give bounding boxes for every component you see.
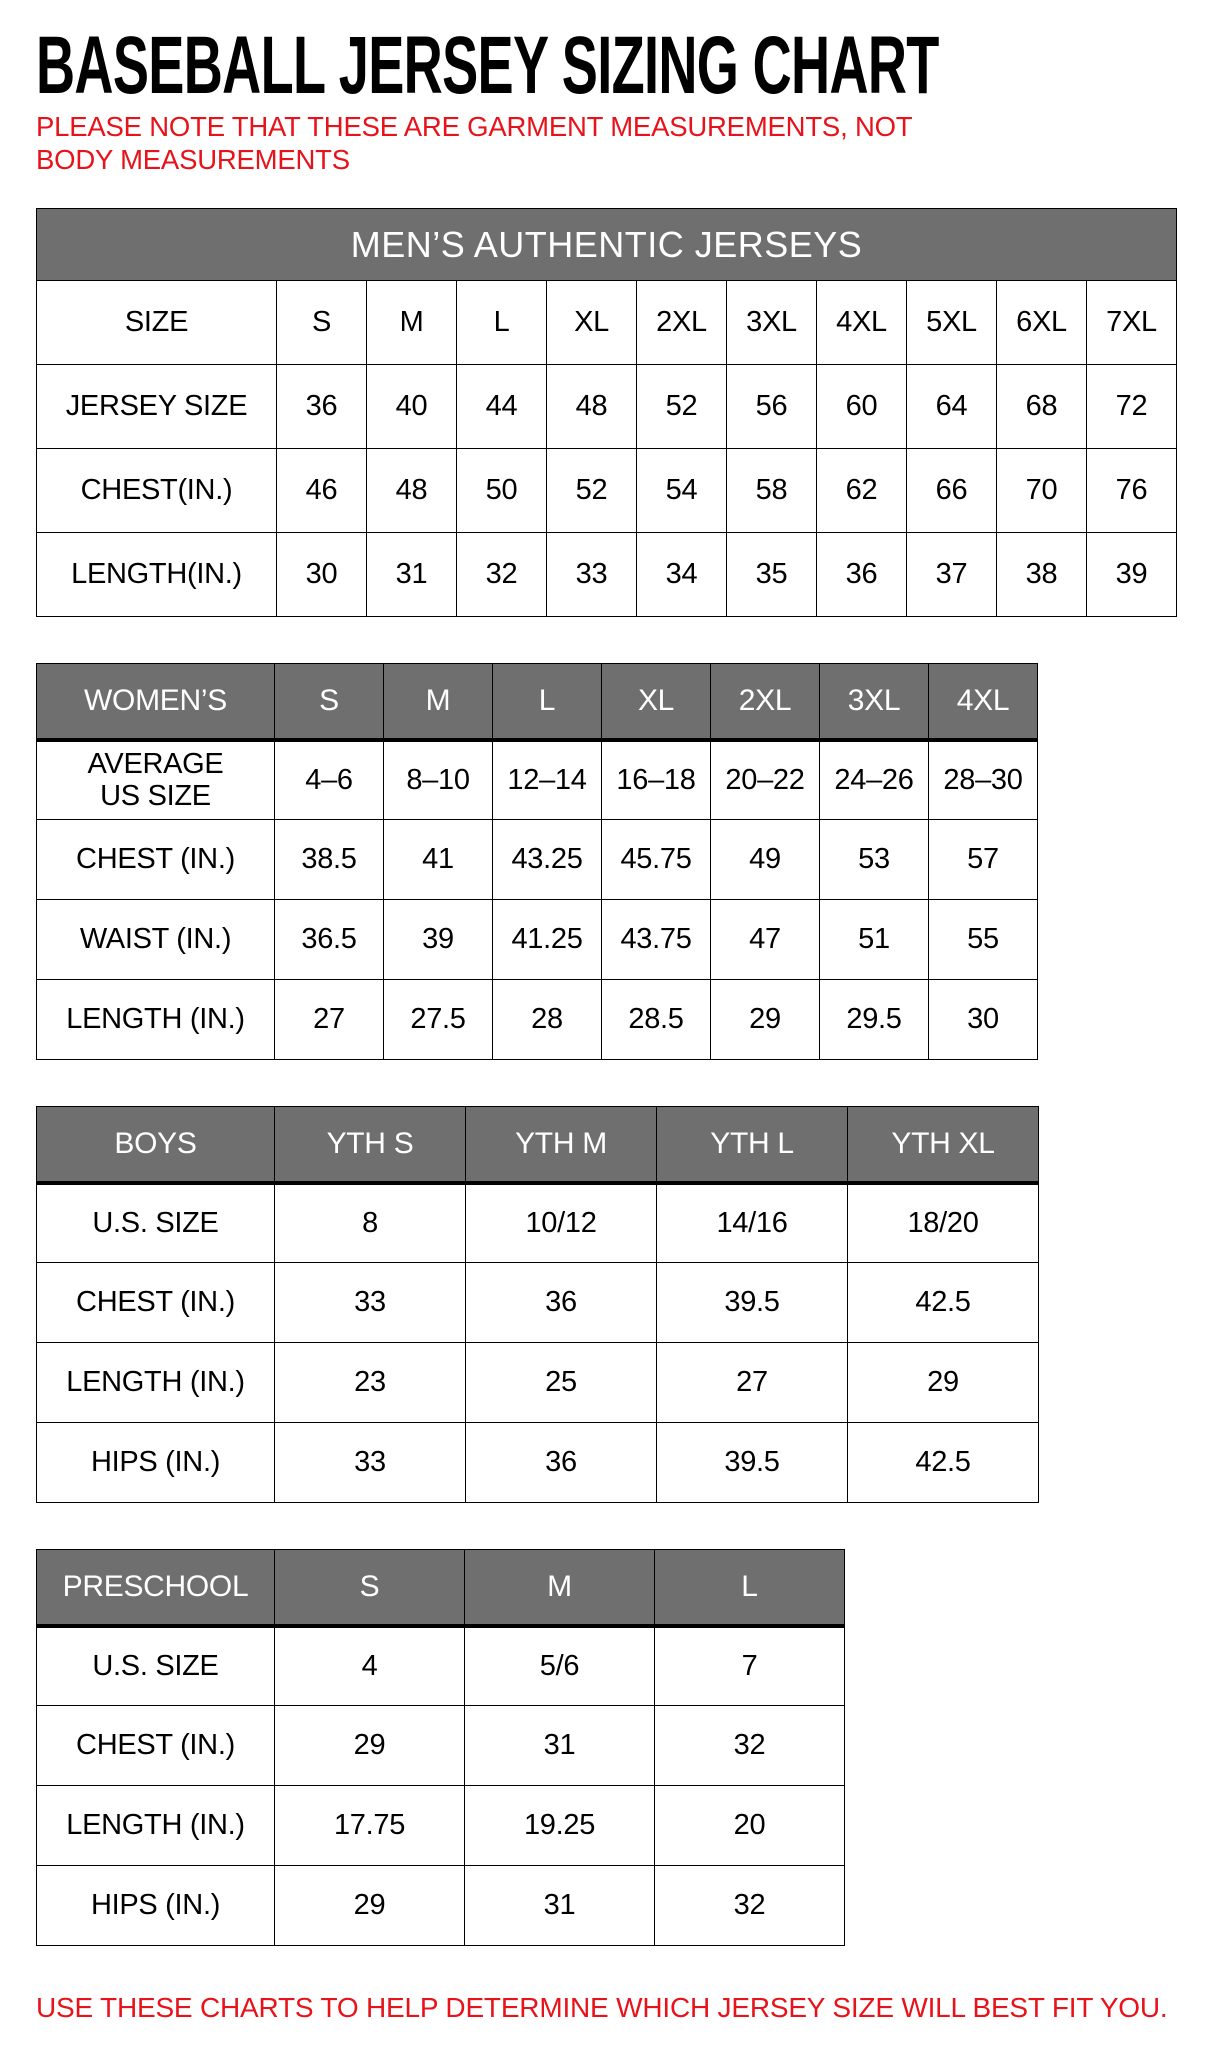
table-row-us-size (37, 1626, 845, 1706)
mens-table-banner: MEN’S AUTHENTIC JERSEYS (37, 209, 1177, 281)
value-cell: 27.5 (384, 980, 493, 1060)
row-label: CHEST(IN.) (37, 449, 277, 533)
mens-authentic-jerseys-table (36, 208, 1177, 617)
value-cell: 51 (820, 900, 929, 980)
value-cell: 29 (275, 1706, 465, 1786)
row-label: U.S. SIZE (37, 1183, 275, 1263)
value-cell: 18/20 (848, 1183, 1039, 1263)
value-cell: 36 (466, 1423, 657, 1503)
value-cell: 39 (384, 900, 493, 980)
value-cell: 36 (817, 533, 907, 617)
value-cell: 52 (547, 449, 637, 533)
value-cell: 44 (457, 365, 547, 449)
value-cell: 48 (367, 449, 457, 533)
value-cell: 37 (907, 533, 997, 617)
row-label: LENGTH (IN.) (37, 980, 275, 1060)
value-cell: 16–18 (602, 740, 711, 820)
value-cell: 10/12 (466, 1183, 657, 1263)
value-cell: 4–6 (275, 740, 384, 820)
value-cell: 17.75 (275, 1786, 465, 1866)
value-cell: 28–30 (929, 740, 1038, 820)
value-cell: 30 (277, 533, 367, 617)
value-cell: 45.75 (602, 820, 711, 900)
value-cell: M (367, 281, 457, 365)
value-cell: 42.5 (848, 1423, 1039, 1503)
value-cell: 41 (384, 820, 493, 900)
header-cell: M (465, 1550, 655, 1626)
boys-table (36, 1106, 1039, 1503)
value-cell: 33 (275, 1423, 466, 1503)
table-row-hips (37, 1866, 845, 1946)
value-cell: 8–10 (384, 740, 493, 820)
value-cell: 39.5 (657, 1263, 848, 1343)
value-cell: 12–14 (493, 740, 602, 820)
header-cell: YTH XL (848, 1107, 1039, 1183)
value-cell: 40 (367, 365, 457, 449)
value-cell: 41.25 (493, 900, 602, 980)
value-cell: S (277, 281, 367, 365)
header-cell: YTH L (657, 1107, 848, 1183)
row-label-line: AVERAGE (87, 747, 224, 780)
row-label (37, 740, 275, 820)
value-cell: L (457, 281, 547, 365)
value-cell: 27 (275, 980, 384, 1060)
value-cell: 50 (457, 449, 547, 533)
value-cell: 7XL (1087, 281, 1177, 365)
header-label: WOMEN’S (37, 664, 275, 740)
value-cell: 24–26 (820, 740, 929, 820)
value-cell: 31 (367, 533, 457, 617)
table-row-jersey-size (37, 365, 1177, 449)
value-cell: 31 (465, 1706, 655, 1786)
value-cell: 31 (465, 1866, 655, 1946)
value-cell: 66 (907, 449, 997, 533)
value-cell: 33 (547, 533, 637, 617)
value-cell: 76 (1087, 449, 1177, 533)
value-cell: 47 (711, 900, 820, 980)
value-cell: 23 (275, 1343, 466, 1423)
value-cell: 7 (655, 1626, 845, 1706)
header-cell: YTH M (466, 1107, 657, 1183)
value-cell: 43.75 (602, 900, 711, 980)
table-row-length (37, 533, 1177, 617)
header-cell: 2XL (711, 664, 820, 740)
value-cell: 39 (1087, 533, 1177, 617)
header-label: PRESCHOOL (37, 1550, 275, 1626)
value-cell: 38 (997, 533, 1087, 617)
value-cell: 48 (547, 365, 637, 449)
value-cell: 29 (275, 1866, 465, 1946)
value-cell: 5/6 (465, 1626, 655, 1706)
table-row-chest (37, 820, 1038, 900)
value-cell: 4 (275, 1626, 465, 1706)
row-label: CHEST (IN.) (37, 1263, 275, 1343)
fit-advice-note: USE THESE CHARTS TO HELP DETERMINE WHICH JERSEY SIZE WILL BEST FIT YOU. (36, 1992, 1168, 2023)
value-cell: 62 (817, 449, 907, 533)
row-label: U.S. SIZE (37, 1626, 275, 1706)
value-cell: 46 (277, 449, 367, 533)
value-cell: 64 (907, 365, 997, 449)
value-cell: 42.5 (848, 1263, 1039, 1343)
value-cell: 53 (820, 820, 929, 900)
table-header-row (37, 1550, 845, 1626)
row-label: CHEST (IN.) (37, 1706, 275, 1786)
value-cell: 39.5 (657, 1423, 848, 1503)
row-label: LENGTH (IN.) (37, 1343, 275, 1423)
value-cell: 30 (929, 980, 1038, 1060)
row-label: CHEST (IN.) (37, 820, 275, 900)
row-label: HIPS (IN.) (37, 1423, 275, 1503)
value-cell: 29 (711, 980, 820, 1060)
value-cell: 20–22 (711, 740, 820, 820)
table-row-average-us-size (37, 740, 1038, 820)
value-cell: 14/16 (657, 1183, 848, 1263)
value-cell: 3XL (727, 281, 817, 365)
value-cell: 38.5 (275, 820, 384, 900)
table-row-size (37, 281, 1177, 365)
value-cell: 33 (275, 1263, 466, 1343)
header-cell: S (275, 1550, 465, 1626)
header-cell: 3XL (820, 664, 929, 740)
value-cell: 34 (637, 533, 727, 617)
row-label: JERSEY SIZE (37, 365, 277, 449)
value-cell: XL (547, 281, 637, 365)
table-row-chest (37, 449, 1177, 533)
value-cell: 54 (637, 449, 727, 533)
header-cell: L (655, 1550, 845, 1626)
value-cell: 32 (655, 1866, 845, 1946)
header-label: BOYS (37, 1107, 275, 1183)
header-cell: XL (602, 664, 711, 740)
table-row-length (37, 1786, 845, 1866)
value-cell: 49 (711, 820, 820, 900)
preschool-table (36, 1549, 845, 1946)
row-label: SIZE (37, 281, 277, 365)
value-cell: 6XL (997, 281, 1087, 365)
value-cell: 55 (929, 900, 1038, 980)
value-cell: 32 (457, 533, 547, 617)
header-cell: 4XL (929, 664, 1038, 740)
value-cell: 8 (275, 1183, 466, 1263)
value-cell: 36 (277, 365, 367, 449)
header-cell: S (275, 664, 384, 740)
value-cell: 60 (817, 365, 907, 449)
value-cell: 20 (655, 1786, 845, 1866)
table-row-length (37, 1343, 1039, 1423)
value-cell: 68 (997, 365, 1087, 449)
row-label: WAIST (IN.) (37, 900, 275, 980)
row-label: LENGTH(IN.) (37, 533, 277, 617)
row-label-line: US SIZE (100, 780, 211, 813)
value-cell: 25 (466, 1343, 657, 1423)
garment-measurements-note: PLEASE NOTE THAT THESE ARE GARMENT MEASUREMENTS, NOT BODY MEASUREMENTS (36, 111, 912, 175)
table-row-us-size (37, 1183, 1039, 1263)
header-cell: L (493, 664, 602, 740)
value-cell: 52 (637, 365, 727, 449)
row-label: LENGTH (IN.) (37, 1786, 275, 1866)
value-cell: 72 (1087, 365, 1177, 449)
value-cell: 28 (493, 980, 602, 1060)
row-label: HIPS (IN.) (37, 1866, 275, 1946)
value-cell: 27 (657, 1343, 848, 1423)
value-cell: 29 (848, 1343, 1039, 1423)
header-cell: YTH S (275, 1107, 466, 1183)
value-cell: 19.25 (465, 1786, 655, 1866)
value-cell: 70 (997, 449, 1087, 533)
value-cell: 56 (727, 365, 817, 449)
value-cell: 32 (655, 1706, 845, 1786)
value-cell: 57 (929, 820, 1038, 900)
table-header-row (37, 664, 1038, 740)
table-row-length (37, 980, 1038, 1060)
table-row-chest (37, 1263, 1039, 1343)
value-cell: 29.5 (820, 980, 929, 1060)
womens-table (36, 663, 1038, 1060)
value-cell: 43.25 (493, 820, 602, 900)
value-cell: 5XL (907, 281, 997, 365)
header-cell: M (384, 664, 493, 740)
value-cell: 58 (727, 449, 817, 533)
value-cell: 4XL (817, 281, 907, 365)
table-banner-row (37, 209, 1177, 281)
value-cell: 35 (727, 533, 817, 617)
value-cell: 36.5 (275, 900, 384, 980)
page-title: BASEBALL JERSEY SIZING CHART (36, 20, 939, 112)
value-cell: 36 (466, 1263, 657, 1343)
value-cell: 2XL (637, 281, 727, 365)
table-row-hips (37, 1423, 1039, 1503)
table-row-chest (37, 1706, 845, 1786)
value-cell: 28.5 (602, 980, 711, 1060)
table-header-row (37, 1107, 1039, 1183)
table-row-waist (37, 900, 1038, 980)
